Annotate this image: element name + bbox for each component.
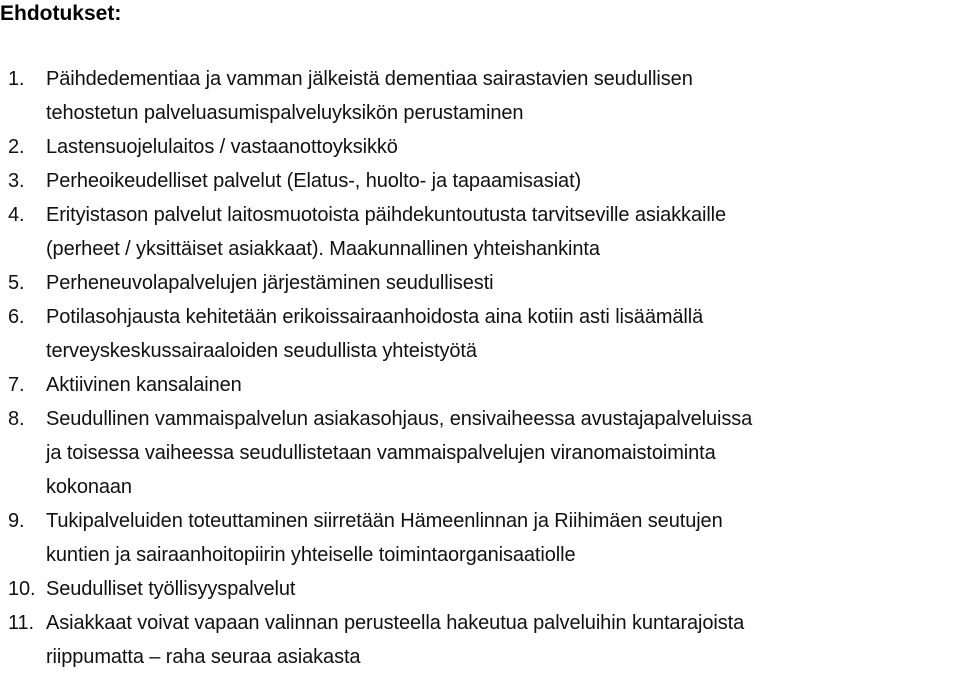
list-item (0, 62, 952, 130)
list-item (0, 606, 952, 674)
item-text-line: kokonaan (46, 476, 132, 498)
item-number: 9. (8, 510, 25, 532)
list-item (0, 572, 952, 606)
item-number: 2. (8, 136, 25, 158)
item-text-line: Perheoikeudelliset palvelut (Elatus-, huolto- ja tapaamisasiat) (46, 170, 582, 192)
item-text-line: Päihdedementiaa ja vamman jälkeistä dementiaa sairastavien seudullisen (46, 68, 693, 90)
item-number: 8. (8, 408, 25, 430)
item-text-line: Asiakkaat voivat vapaan valinnan perusteella hakeutua palveluihin kuntarajoista (46, 612, 745, 634)
item-text-line: Potilasohjausta kehitetään erikoissairaanhoidosta aina kotiin asti lisäämällä (46, 306, 704, 328)
page-title: Ehdotukset: (0, 2, 122, 25)
item-number: 10. (8, 578, 36, 600)
item-text-line: terveyskeskussairaaloiden seudullista yhteistyötä (46, 340, 477, 362)
item-text-line: (perheet / yksittäiset asiakkaat). Maakunnallinen yhteishankinta (46, 238, 600, 260)
list-item (0, 164, 952, 198)
item-number: 1. (8, 68, 25, 90)
item-text-line: ja toisessa vaiheessa seudullistetaan vammaispalvelujen viranomaistoiminta (46, 442, 716, 464)
item-text-line: Perheneuvolapalvelujen järjestäminen seudullisesti (46, 272, 494, 294)
list-item (0, 368, 952, 402)
item-number: 4. (8, 204, 25, 226)
item-text-line: Aktiivinen kansalainen (46, 374, 242, 396)
list-item (0, 198, 952, 266)
item-text-line: tehostetun palveluasumispalveluyksikön perustaminen (46, 102, 524, 124)
item-text-line: kuntien ja sairaanhoitopiirin yhteiselle toimintaorganisaatiolle (46, 544, 576, 566)
list-item (0, 130, 952, 164)
list-item (0, 402, 952, 504)
item-number: 3. (8, 170, 25, 192)
item-number: 5. (8, 272, 25, 294)
item-number: 11. (8, 612, 35, 634)
item-number: 6. (8, 306, 25, 328)
proposal-list (0, 62, 952, 674)
list-item (0, 266, 952, 300)
item-text-line: Erityistason palvelut laitosmuotoista päihdekuntoutusta tarvitseville asiakkaille (46, 204, 727, 226)
list-item (0, 300, 952, 368)
item-text-line: Lastensuojelulaitos / vastaanottoyksikkö (46, 136, 398, 158)
item-text-line: Tukipalveluiden toteuttaminen siirretään Hämeenlinnan ja Riihimäen seutujen (46, 510, 723, 532)
item-text-line: Seudulliset työllisyyspalvelut (46, 578, 296, 600)
item-text-line: riippumatta – raha seuraa asiakasta (46, 646, 361, 668)
item-text-line: Seudullinen vammaispalvelun asiakasohjaus, ensivaiheessa avustajapalveluissa (46, 408, 753, 430)
list-item (0, 504, 952, 572)
item-number: 7. (8, 374, 25, 396)
